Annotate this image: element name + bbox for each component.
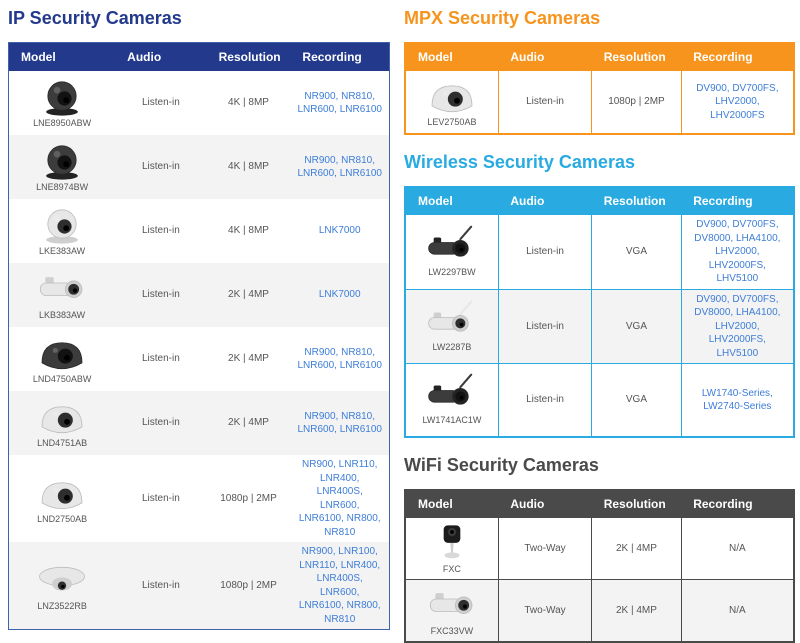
wireless-cameras-table: [404, 186, 795, 438]
recording-links[interactable]: DV900, DV700FS, LHV2000, LHV2000FS: [681, 71, 794, 135]
column-header-model: Model: [405, 43, 498, 71]
resolution-value: 2K | 4MP: [207, 391, 291, 455]
column-header-model: Model: [9, 43, 116, 72]
audio-value: Listen-in: [498, 364, 591, 438]
column-header-model: Model: [405, 187, 498, 215]
bullet-camera-image: [424, 584, 480, 624]
resolution-value: 2K | 4MP: [592, 580, 681, 643]
recording-links[interactable]: LNK7000: [290, 263, 389, 327]
recording-links[interactable]: LNK7000: [318, 225, 361, 237]
column-header-resolution: Resolution: [592, 43, 681, 71]
table-header-row: [405, 187, 794, 215]
recording-links[interactable]: NR900, LNR110, LNR400, LNR400S, LNR600, LNR6100, NR800, NR810: [298, 459, 381, 538]
camera-model-label: LNE8950ABW: [33, 118, 92, 129]
camera-model-label: LND4751AB: [37, 438, 88, 449]
table-row: [9, 263, 390, 327]
table-row: [9, 327, 390, 391]
cube-camera-image: [424, 522, 480, 562]
table-row: [405, 518, 794, 580]
table-row: [405, 289, 794, 364]
wireless-bullet-camera-image: [424, 373, 480, 413]
audio-value: Two-Way: [498, 580, 591, 643]
recording-links[interactable]: DV900, DV700FS, DV8000, LHA4100, LHV2000, LHV2000FS, LHV5100: [681, 215, 794, 290]
wireless-bullet-camera-image: [424, 225, 480, 265]
audio-value: Listen-in: [115, 542, 206, 630]
recording-links[interactable]: NR900, NR810, LNR600, LNR6100: [290, 135, 389, 199]
camera-model-label: FXC33VW: [430, 626, 474, 637]
camera-model-label: LND4750ABW: [32, 374, 92, 385]
audio-value: Two-Way: [498, 518, 591, 580]
wifi-cameras-table: [404, 489, 795, 643]
table-row: [9, 135, 390, 199]
ip-section: [8, 8, 390, 630]
column-header-audio: Audio: [498, 490, 591, 518]
table-row: [405, 364, 794, 438]
resolution-value: 2K | 4MP: [207, 263, 291, 327]
resolution-value: 1080p | 2MP: [207, 542, 291, 630]
recording-links[interactable]: LW1740-Series, LW2740-Series: [681, 364, 794, 438]
audio-value: Listen-in: [498, 71, 591, 135]
audio-value: Listen-in: [498, 215, 591, 290]
recording-links[interactable]: DV900, DV700FS, DV8000, LHA4100, LHV2000, LHV2000FS, LHV5100: [681, 289, 794, 364]
camera-model-label: LNE8974BW: [36, 182, 89, 193]
bullet-camera-image: [34, 268, 90, 308]
recording-value: N/A: [681, 580, 794, 643]
column-header-audio: Audio: [115, 43, 206, 72]
camera-model-label: LND2750AB: [37, 513, 88, 524]
column-header-recording: Recording: [290, 43, 389, 72]
audio-value: Listen-in: [141, 492, 180, 504]
dome-camera-image: [424, 75, 480, 115]
dome-camera-image: [34, 332, 90, 372]
table-row: [9, 391, 390, 455]
ptz-dome-camera-image: [34, 559, 90, 599]
table-row: [405, 71, 794, 135]
resolution-value: 4K | 8MP: [228, 225, 269, 237]
audio-value: Listen-in: [141, 97, 180, 109]
column-header-audio: Audio: [498, 43, 591, 71]
camera-model-label: FXC: [442, 564, 461, 574]
wireless-bullet-camera-image: [424, 300, 480, 340]
table-row: [9, 71, 390, 135]
resolution-value: 2K | 4MP: [228, 353, 269, 365]
camera-model-label: LW2297BW: [428, 267, 476, 278]
column-header-audio: Audio: [498, 187, 591, 215]
table-row: [9, 455, 390, 542]
wireless-section-title: Wireless Security Cameras: [404, 152, 635, 172]
audio-value: Listen-in: [115, 263, 206, 327]
recording-links[interactable]: NR900, NR810, LNR600, LNR6100: [297, 346, 382, 371]
turret-camera-image: [34, 76, 90, 116]
column-header-resolution: Resolution: [207, 43, 291, 72]
column-header-recording: Recording: [681, 187, 794, 215]
table-row: [9, 199, 390, 263]
resolution-value: 1080p | 2MP: [592, 71, 681, 135]
audio-value: Listen-in: [115, 135, 206, 199]
recording-links[interactable]: NR900, LNR100, LNR110, LNR400, LNR400S, LNR600, LNR6100, NR800, NR810: [290, 542, 389, 630]
column-header-resolution: Resolution: [592, 490, 681, 518]
mpx-cameras-table: [404, 42, 795, 135]
table-header-row: [405, 490, 794, 518]
resolution-value: VGA: [592, 215, 681, 290]
resolution-value: VGA: [592, 289, 681, 364]
audio-value: Listen-in: [141, 353, 180, 365]
camera-model-label: LKE383AW: [38, 246, 86, 257]
camera-model-label: LKB383AW: [38, 310, 86, 321]
turret-camera-image: [34, 140, 90, 180]
recording-value: N/A: [681, 518, 794, 580]
mpx-section-title: MPX Security Cameras: [404, 8, 601, 28]
right-column: [404, 8, 795, 643]
column-header-model: Model: [405, 490, 498, 518]
table-row: [405, 580, 794, 643]
dome-camera-image: [34, 396, 90, 436]
recording-links[interactable]: NR900, NR810, LNR600, LNR6100: [290, 391, 389, 455]
ip-cameras-table: [8, 42, 390, 630]
resolution-value: 4K | 8MP: [207, 135, 291, 199]
wifi-section-title: WiFi Security Cameras: [404, 455, 599, 475]
dome-camera-image: [34, 472, 90, 512]
camera-model-label: LW2287B: [432, 341, 472, 352]
camera-model-label: LEV2750AB: [427, 117, 477, 128]
table-header-row: [405, 43, 794, 71]
resolution-value: 2K | 4MP: [592, 518, 681, 580]
camera-model-label: LNZ3522RB: [37, 600, 87, 611]
table-row: [9, 542, 390, 630]
table-row: [405, 215, 794, 290]
column-header-recording: Recording: [681, 490, 794, 518]
audio-value: Listen-in: [498, 289, 591, 364]
resolution-value: VGA: [592, 364, 681, 438]
resolution-value: 1080p | 2MP: [220, 492, 277, 504]
resolution-value: 4K | 8MP: [228, 97, 269, 109]
camera-model-label: LW1741AC1W: [422, 415, 482, 426]
table-header-row: [9, 43, 390, 72]
turret-camera-image: [34, 204, 90, 244]
column-header-recording: Recording: [681, 43, 794, 71]
recording-links[interactable]: NR900, NR810, LNR600, LNR6100: [297, 90, 382, 115]
audio-value: Listen-in: [115, 391, 206, 455]
audio-value: Listen-in: [141, 225, 180, 237]
column-header-resolution: Resolution: [592, 187, 681, 215]
ip-section-title: IP Security Cameras: [8, 8, 182, 28]
